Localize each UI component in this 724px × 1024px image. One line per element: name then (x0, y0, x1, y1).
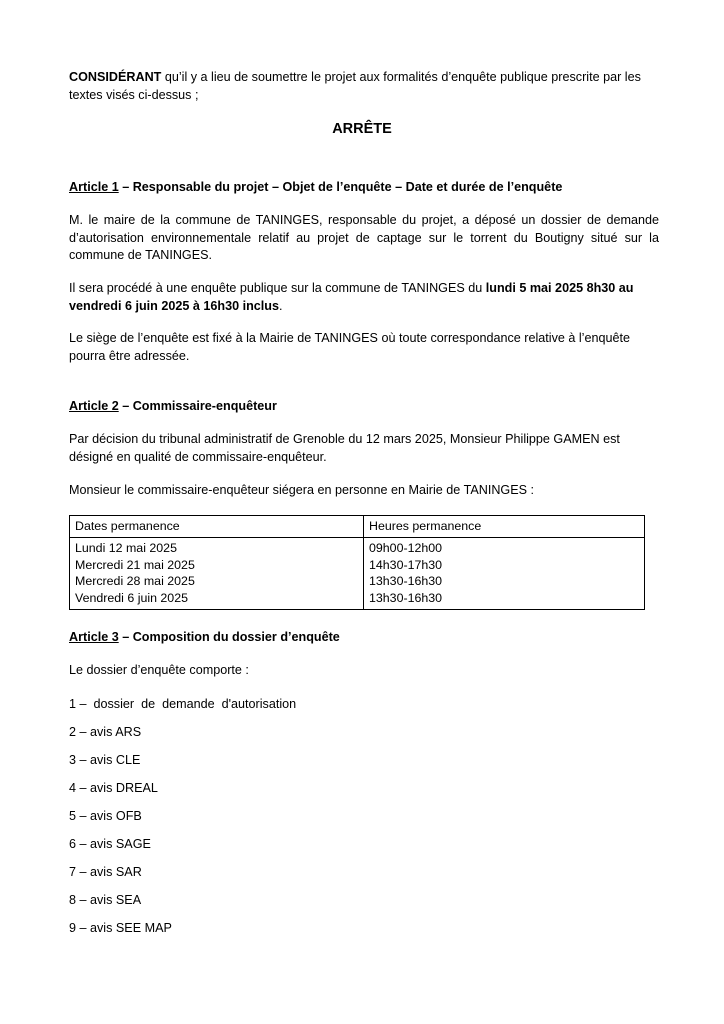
list-item: 1 – dossier de demande d'autorisation (69, 697, 297, 711)
article-1-heading (69, 179, 659, 197)
article-2-title: – Commissaire-enquêteur (118, 399, 277, 413)
permanence-hours: 09h00-12h00 (369, 540, 443, 555)
article-1-paragraph-1: M. le maire de la commune de TANINGES, responsable du projet, a déposé un dossier de demande d’autorisation environnementale relatif au projet de captage sur le torrent du Boutigny situé sur la commune de TANINGES. (69, 213, 659, 262)
table-header-row (70, 516, 645, 538)
enquete-dates-intro: Il sera procédé à une enquête publique sur la commune de TANINGES du (69, 281, 486, 295)
enquete-dates: lundi 5 mai 2025 8h30 au vendredi 6 juin 2025 à 16h30 inclus (69, 281, 634, 313)
permanence-date: Lundi 12 mai 2025 (75, 540, 177, 555)
article-2-paragraph-2: Monsieur le commissaire-enquêteur siégera en personne en Mairie de TANINGES : (69, 483, 535, 497)
permanence-hours: 14h30-17h30 (369, 557, 443, 572)
article-1-label: Article 1 (69, 180, 119, 194)
permanence-table (69, 515, 645, 610)
article-3-intro: Le dossier d’enquête comporte : (69, 663, 249, 677)
list-item: 3 – avis CLE (69, 753, 141, 767)
article-1-title: – Responsable du projet – Objet de l’enquête – Date et durée de l’enquête (118, 180, 563, 194)
permanence-date: Mercredi 28 mai 2025 (75, 574, 195, 589)
article-3-title: – Composition du dossier d’enquête (118, 630, 340, 644)
list-item: 8 – avis SEA (69, 893, 142, 907)
table-header-dates: Dates permanence (70, 516, 364, 538)
list-item: 2 – avis ARS (69, 725, 142, 739)
enquete-dates-end: . (279, 298, 283, 313)
list-item: 4 – avis DREAL (69, 781, 158, 795)
article-2-paragraph-1: Par décision du tribunal administratif de Grenoble du 12 mars 2025, Monsieur Philippe GAMEN est désigné en qualité de commissaire-enquêteur. (69, 432, 620, 464)
considerant-keyword: CONSIDÉRANT (69, 70, 162, 84)
permanence-hours: 13h30-16h30 (369, 574, 443, 589)
article-1-paragraph-3: Le siège de l’enquête est fixé à la Mairie de TANINGES où toute correspondance relative à l’enquête pourra être adressée. (69, 331, 630, 363)
article-3-heading (69, 629, 659, 647)
table-cell-hours (364, 537, 645, 609)
list-item: 7 – avis SAR (69, 865, 142, 879)
permanence-hours: 13h30-16h30 (369, 591, 443, 606)
table-cell-dates (70, 537, 364, 609)
permanence-date: Vendredi 6 juin 2025 (75, 591, 188, 606)
article-2-label: Article 2 (69, 399, 119, 413)
table-row (70, 537, 645, 609)
list-item: 9 – avis SEE MAP (69, 921, 172, 935)
page-title: ARRÊTE (332, 121, 392, 137)
list-item: 5 – avis OFB (69, 809, 142, 823)
considerant-text: qu’il y a lieu de soumettre le projet aux formalités d’enquête publique prescrite par les textes visés ci-dessus ; (69, 70, 641, 102)
article-1-paragraph-2 (69, 280, 659, 315)
table-header-hours: Heures permanence (364, 516, 645, 538)
article-2-heading (69, 398, 659, 416)
article-3-label: Article 3 (69, 630, 119, 644)
permanence-date: Mercredi 21 mai 2025 (75, 557, 195, 572)
list-item: 6 – avis SAGE (69, 837, 151, 851)
considerant-paragraph (69, 69, 659, 104)
